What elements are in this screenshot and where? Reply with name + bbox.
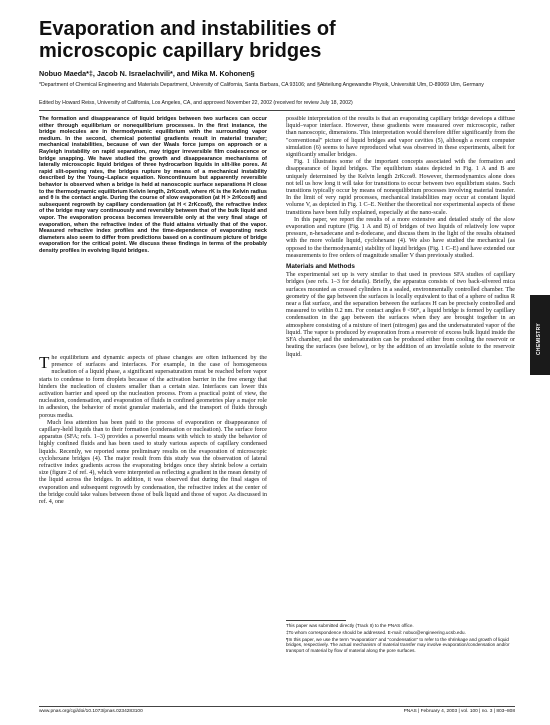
footnote: This paper was submitted directly (Track II) to the PNAS office. bbox=[286, 623, 414, 628]
methods-paragraph: The experimental set up is very similar to that used in previous SFA studies of capillary bridges (see refs. 1–3 for details). Briefly, the apparatus consists of two back-silvered mica surfaces mounted as crossed cylinders in a sealed, environmentally controlled chamber. The geometry of the gap between the surfaces is locally equivalent to that of a sphere of radius R near a flat surface, and the separation between the surfaces H can be precisely controlled and measured to within 0.2 nm. For contact angles θ <90°, a liquid bridge is formed by capillary condensation in the gap between the surfaces when they are brought together in an atmosphere consisting of a mixture of inert (nitrogen) gas and the undersaturated vapor of the liquid. The vapor is produced by evaporation from a reservoir of excess bulk liquid inside the SFA chamber, and the undersaturation can be produced either from cooling the reservoir or heating the surfaces (see below), or by the addition of an involatile solute to the reservoir liquid. bbox=[286, 272, 515, 358]
side-tab-label: CHEMISTRY bbox=[536, 323, 542, 355]
affiliations: *Department of Chemical Engineering and Materials Department, University of California, Santa Barbara, CA 93106; and §Abteilung Angewandte Physik, Universität Ulm, D-89069 Ulm, Germany bbox=[39, 82, 484, 88]
editor-note: Edited by Howard Reiss, University of California, Los Angeles, CA, and approved November 22, 2002 (received for review July 18, 2002) bbox=[39, 100, 353, 106]
section-heading-methods: Materials and Methods bbox=[286, 263, 355, 271]
intro-paragraph bbox=[39, 355, 267, 420]
journal-citation: PNAS | February 4, 2003 | vol. 100 | no. 3 | 803–808 bbox=[403, 709, 515, 714]
footnotes bbox=[286, 623, 515, 703]
footnote: ¶In this paper, we use the term "evaporation" and "condensation" to refer to the shrinkage and growth of liquid bridges, respectively. The actual mechanism of material transfer may involve evaporation/condensation and/or transport of material by flow of material along the pore surfaces. bbox=[286, 636, 510, 654]
body-paragraph: In this paper, we report the results of a more extensive and detailed study of the slow evaporation and rupture (Fig. 1 A and B) of bridges of two liquids of relatively low vapor pressure, n-hexadecane and n-dodecane, and discuss them in the light of the results obtained with the more volatile liquid, cyclohexane (4). We also have studied the mechanical (as opposed to the thermodynamic) stability of liquid bridges (Fig. 1 C–E) and have extended our measurements to five orders of magnitude smaller V than previously studied. bbox=[286, 216, 515, 259]
drop-cap: T bbox=[39, 355, 50, 372]
left-column-body bbox=[39, 355, 267, 703]
footnote-divider bbox=[286, 620, 346, 621]
right-column-body bbox=[286, 116, 515, 534]
abstract: The formation and disappearance of liquid bridges between two surfaces can occur either through equilibrium or nonequilibrium processes. In the first instance, the bridge molecules are in thermodynamic equilibrium with the surrounding vapor medium. In the second, chemical potential gradients result in material transfer; mechanical instabilities, because of van der Waals force jumps on approach or a Rayleigh instability on rapid separation, may trigger irreversible film coalescence or bridge snapping. We have studied the growth and disappearance mechanisms of laterally microscopic liquid bridges of three hydrocarbon liquids in slit-like pores. At rapid slit-opening rates, the bridges rupture by means of a mechanical instability described by the Young–Laplace equation. Noncontinuum but apparently reversible behavior is observed when a bridge is held at nanoscopic surface separations H close to the thermodynamic equilibrium Kelvin length, 2rKcosθ, where rK is the Kelvin radius and θ is the contact angle. During the course of slow evaporation (at H > 2rKcosθ) and subsequent regrowth by capillary condensation (at H < 2rKcosθ), the refractive index of the bridge may vary continuously and reversibly between that of the bulk liquid and vapor. The evaporation process becomes irreversible only at the very final stage of evaporation, when the refractive index of the fluid attains virtually that of the vapor. Measured refractive index profiles and the time-dependence of evaporating neck diameters also seem to differ from predictions based on a continuum picture of bridge evaporation for the critical point. We discuss these findings in terms of the probably density profiles in evolving liquid bridges. bbox=[39, 116, 267, 254]
doi-link[interactable]: www.pnas.org/cgi/doi/10.1073/pnas.0234283100 bbox=[39, 709, 143, 714]
footnote: ‡To whom correspondence should be addressed. E-mail: nobuo@engineering.ucsb.edu. bbox=[286, 629, 466, 635]
intro-paragraph-text: he equilibrium and dynamic aspects of phase changes are often influenced by the presence of surfaces and interfaces. For example, in the case of homogeneous nucleation of a liquid phase, a significant supersaturation must be reached before vapor starts to condense to form droplets because of the activation barrier in the free energy that hinders the nucleation of clusters smaller than a certain size. Interfaces can lower this activation barrier and speed up the nucleation process. From a practical point of view, the nucleation, condensation, and evaporation of fluids in confined geometries play a major role in adhesion, the behavior of moist granular materials, and the transport of fluids through porous media. bbox=[39, 355, 267, 419]
section-side-tab bbox=[530, 295, 550, 375]
footer-divider bbox=[39, 706, 515, 707]
body-paragraph: Much less attention has been paid to the process of evaporation or disappearance of capillary-held liquids than to their formation (condensation or nucleation). The surface force apparatus (SFA; refs. 1–3) provides a powerful means with which to study the behavior of highly confined fluids and has been used to study various aspects of capillary condensed liquids. Recently, we reported some preliminary results on the evaporation of microscopic cyclohexane bridges (4). The major result from this study was the observation of lateral refractive index gradients across the evaporating bridges once they shrink below a certain size (figure 2 of ref. 4), which were interpreted as reflecting a gradient in the mean density of the liquid across the bridges. In addition, it was observed that during the final stages of evaporation and subsequent regrowth by condensation, the refractive index at the center of the bridge could take values between those of bulk liquid and those of vapor. As discussed in ref. 4, one bbox=[39, 419, 267, 506]
author-list: Nobuo Maeda*‡, Jacob N. Israelachvili*, and Mika M. Kohonen§ bbox=[39, 69, 255, 78]
body-paragraph: Fig. 1 illustrates some of the important concepts associated with the formation and disappearance of liquid bridges. The equilibrium states depicted in Fig. 1 A and B are uniquely determined by the Kelvin length 2rKcosθ. However, thermodynamics alone does not tell us how long it will take for transitions to occur between two equilibrium states. Such transitions typically occur by means of nonequilibrium processes involving material transfer. In the limit of very rapid processes, mechanical instabilities may occur at constant liquid volume V, as depicted in Fig. 1 C–E. Neither the theoretical nor experimental aspects of these transitions have been fully explained, especially at the nano-scale. bbox=[286, 159, 515, 216]
body-paragraph: possible interpretation of the results is that an evaporating capillary bridge develops a diffuse liquid–vapor interface. However, these gradients were measured over microscopic, rather than nanoscopic, dimensions. This interpretation would therefore differ significantly from the "conventional" picture of liquid bridges and vapor cavities (5), although a recent computer simulation (6) seems to have reproduced what was observed in these experiments, albeit for significantly smaller bridges. bbox=[286, 116, 515, 159]
header-divider bbox=[39, 110, 515, 111]
article-title: Evaporation and instabilities of microscopic capillary bridges bbox=[39, 18, 336, 62]
